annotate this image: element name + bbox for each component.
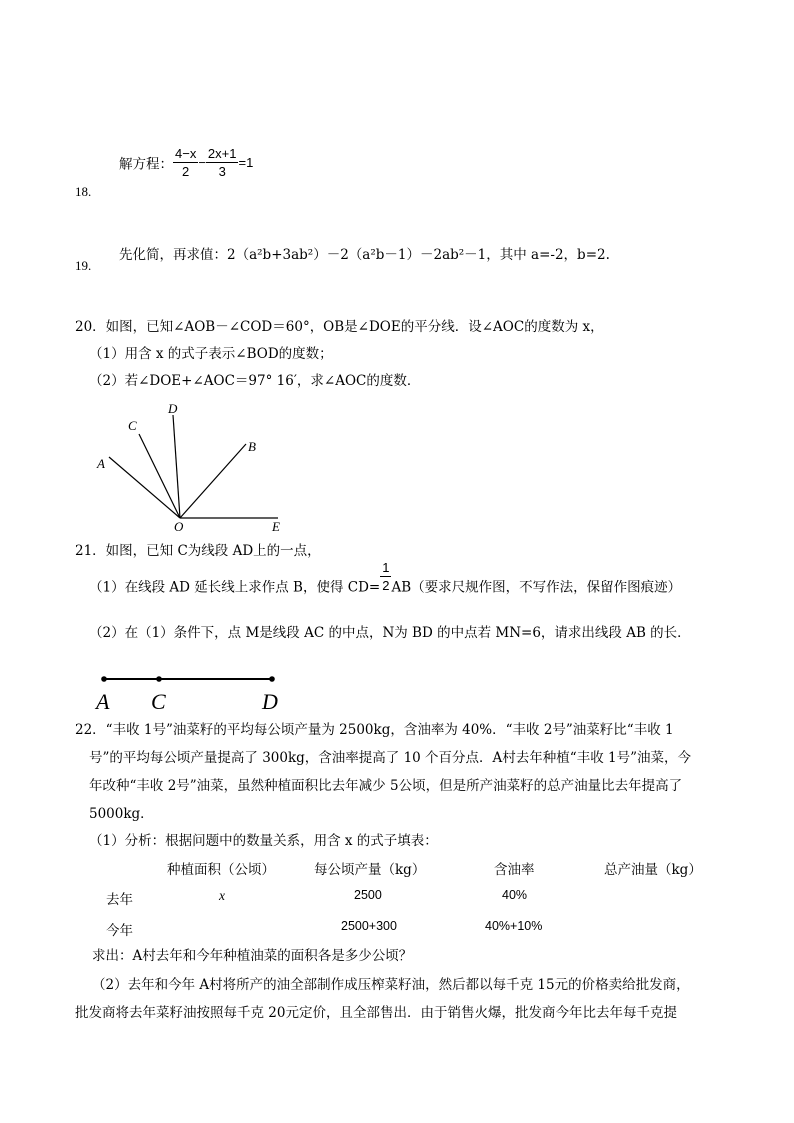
angle-figure: [90, 398, 300, 536]
q18-frac2-numerator: 2x+1: [207, 146, 237, 161]
point-c: [156, 676, 162, 682]
point-d: [269, 676, 275, 682]
q18-equation: [119, 146, 253, 179]
table-cell-oil-rate: 40%: [502, 888, 528, 902]
q18-prefix: 解方程：: [119, 156, 173, 173]
label-o: O: [174, 519, 184, 534]
q22-ask: 求出：A村去年和今年种植油菜的面积各是多少公顷？: [92, 948, 413, 964]
q18-frac1-denominator: 2: [182, 164, 190, 179]
q22-line3: 年改种“丰收 2号”油菜，虽然种植面积比去年减少 5公顷，但是所产油菜籽的总产油量比去年提高了: [89, 778, 683, 794]
q22-part2-line2: 批发商将去年菜籽油按照每千克 20元定价，且全部售出．由于销售火爆，批发商今年比去年每千克提: [75, 1005, 677, 1021]
q21-part1-prefix: （1）在线段 AD 延长线上求作点 B，使得 CD=: [89, 579, 381, 596]
segment-label-c: C: [151, 689, 166, 714]
table-header-total: 总产油量（kg）: [604, 862, 702, 878]
table-row-label: 去年: [106, 892, 133, 908]
table-cell-area-value: x: [219, 888, 225, 903]
label-a: A: [97, 456, 105, 471]
segment-figure: [90, 668, 290, 716]
segment-label-a: A: [96, 689, 110, 714]
q18-number: 18.: [75, 184, 92, 199]
q21-part1: [89, 560, 682, 602]
table-header-oil-rate: 含油率: [494, 862, 535, 878]
label-e: E: [272, 519, 280, 534]
ray-ob: [180, 444, 246, 518]
label-c: C: [128, 418, 137, 433]
table-header-area: 种植面积（公顷）: [167, 862, 275, 878]
label-d: D: [168, 401, 178, 416]
q18-frac1-numerator: 4−x: [175, 146, 197, 161]
ray-od: [173, 415, 180, 518]
q22-line2: 号”的平均每公顷产量提高了 300kg，含油率提高了 10 个百分点．A村去年种植“丰收 1号”油菜，今: [89, 750, 691, 766]
q21-frac-denominator: 2: [382, 578, 390, 593]
point-a: [101, 676, 107, 682]
table-cell-yield: 2500+300: [341, 919, 397, 933]
q19-number: 19.: [75, 258, 92, 273]
q18-fraction-1: [173, 146, 198, 179]
table-row-label: 今年: [106, 923, 133, 939]
q21-frac-numerator: 1: [382, 560, 390, 575]
q20-part1: （1）用含 x 的式子表示∠BOD的度数；: [89, 346, 333, 362]
q20-title: 20．如图，已知∠AOB－∠COD＝60°，OB是∠DOE的平分线．设∠AOC的度数为 x，: [75, 319, 604, 335]
q22-part1: （1）分析：根据问题中的数量关系，用含 x 的式子填表：: [89, 833, 438, 849]
table-cell-oil-rate: 40%+10%: [485, 919, 543, 933]
q22-part2-line1: （2）去年和今年 A村将所产的油全部制作成压榨菜籽油，然后都以每千克 15元的价格卖给批发商，: [92, 977, 690, 993]
q18-fraction-2: [206, 146, 239, 179]
q21-part2: （2）在（1）条件下，点 M是线段 AC 的中点，N为 BD 的中点若 MN=6，请求出线段 AB 的长．: [89, 625, 691, 641]
q21-half-fraction: [380, 560, 391, 593]
table-cell-area: [219, 888, 225, 904]
table-header-yield: 每公顷产量（kg）: [314, 862, 426, 878]
q18-rhs: =1: [238, 155, 254, 170]
q22-line4: 5000kg．: [89, 806, 154, 822]
segment-label-d: D: [262, 689, 278, 714]
ray-oc: [139, 434, 180, 518]
ray-oa: [109, 457, 180, 518]
label-b: B: [248, 439, 256, 454]
table-cell-yield: 2500: [354, 888, 382, 902]
q22-line1: 22．“丰收 1号”油菜籽的平均每公顷产量为 2500kg，含油率为 40%．“丰收 2号”油菜籽比“丰收 1: [75, 722, 674, 738]
q21-title: 21．如图，已知 C为线段 AD上的一点，: [75, 543, 321, 559]
q18-frac2-denominator: 3: [218, 164, 226, 179]
q20-part2: （2）若∠DOE+∠AOC＝97° 16′，求∠AOC的度数．: [89, 373, 421, 389]
q19-text: 先化简，再求值：2（a²b+3ab²）－2（a²b－1）－2ab²－1，其中 a=-2，b=2.: [119, 247, 610, 263]
q21-part1-suffix: AB（要求尺规作图，不写作法，保留作图痕迹）: [391, 579, 682, 596]
q18-minus: −: [198, 155, 206, 170]
